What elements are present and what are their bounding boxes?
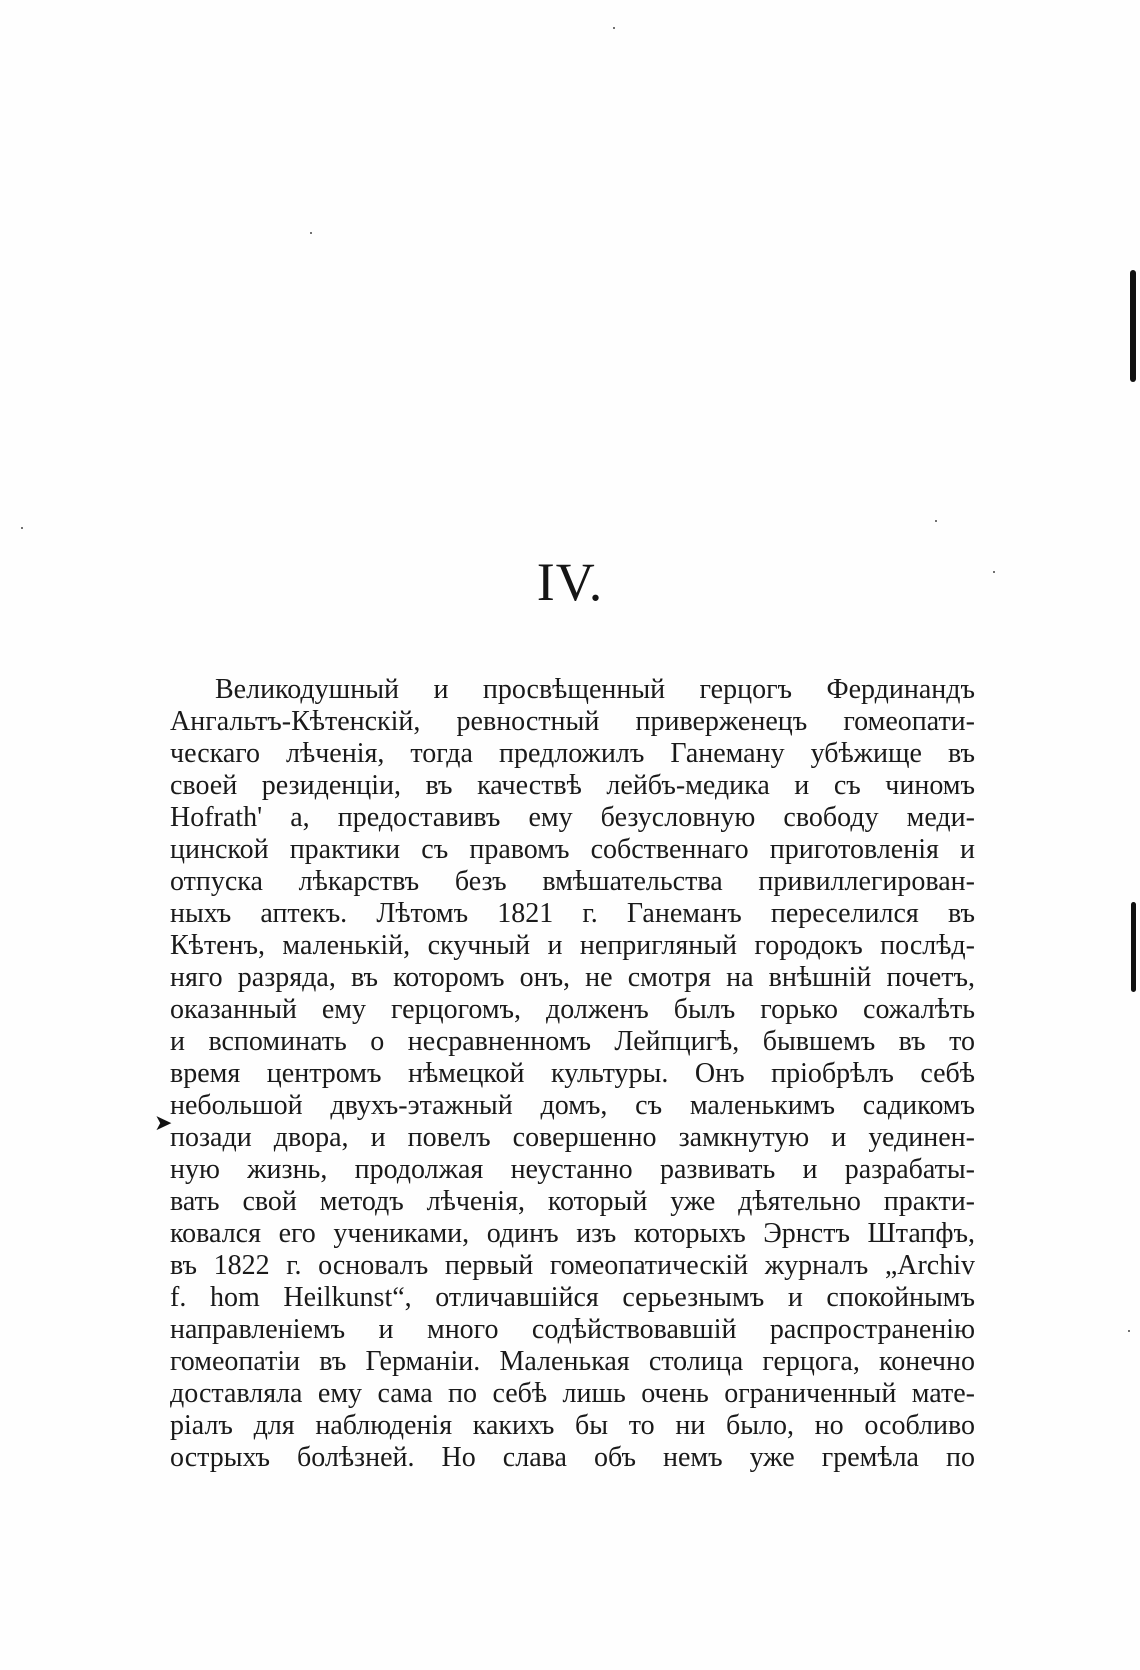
text-line: ковался его учениками, одинъ изъ которыхъ Эрнстъ Штапфъ, [170, 1218, 975, 1249]
text-line: острыхъ болѣзней. Но слава объ немъ уже гремѣла по [170, 1442, 975, 1473]
scan-edge-mark [1131, 902, 1136, 992]
text-line: цинской практики съ правомъ собственнаго приготовленія и [170, 834, 975, 865]
text-line: f. hom Heilkunst“, отличавшійся серьезнымъ и спокойнымъ [170, 1282, 975, 1313]
text-line: гомеопатіи въ Германіи. Маленькая столица герцога, конечно [170, 1346, 975, 1377]
text-line: отпуска лѣкарствъ безъ вмѣшательства привиллегирован- [170, 866, 975, 897]
paragraph [170, 674, 975, 1474]
handwritten-mark-icon: ➤ [154, 1111, 173, 1136]
text-line: няго разряда, въ которомъ онъ, не смотря на внѣшній почетъ, [170, 962, 975, 993]
scan-speck [1128, 1330, 1130, 1332]
text-line: Hofrath' а, предоставивъ ему безусловную свободу меди- [170, 802, 975, 833]
text-line: Великодушный и просвѣщенный герцогъ Фердинандъ [215, 674, 975, 705]
text-line: ныхъ аптекъ. Лѣтомъ 1821 г. Ганеманъ переселился въ [170, 898, 975, 929]
text-line: ную жизнь, продолжая неустанно развивать и разрабаты- [170, 1154, 975, 1185]
text-line: своей резиденціи, въ качествѣ лейбъ-медика и съ чиномъ [170, 770, 975, 801]
text-line: въ 1822 г. основалъ первый гомеопатическій журналъ „Archiv [170, 1250, 975, 1281]
text-line: ріалъ для наблюденія какихъ бы то ни было, но особливо [170, 1410, 975, 1441]
text-line: доставляла ему сама по себѣ лишь очень ограниченный мате- [170, 1378, 975, 1409]
scan-speck [21, 527, 23, 529]
text-line: позади двора, и повелъ совершенно замкнутую и уединен- [170, 1122, 975, 1153]
text-line: Кѣтенъ, маленькій, скучный и непригляный городокъ послѣд- [170, 930, 975, 961]
text-line: направленіемъ и много содѣйствовавшій распространенію [170, 1314, 975, 1345]
scan-edge-mark [1130, 270, 1136, 382]
scan-speck [935, 520, 937, 522]
text-line: и вспоминать о несравненномъ Лейпцигѣ, бывшемъ въ то [170, 1026, 975, 1057]
text-line: вать свой методъ лѣченія, который уже дѣятельно практи- [170, 1186, 975, 1217]
chapter-heading: IV. [536, 552, 604, 612]
text-line: ческаго лѣченія, тогда предложилъ Ганеману убѣжище въ [170, 738, 975, 769]
scan-speck [310, 232, 312, 234]
text-line: Ангальтъ-Кѣтенскій, ревностный приверженецъ гомеопати- [170, 706, 975, 737]
scan-speck [613, 27, 615, 29]
text-line: оказанный ему герцогомъ, долженъ былъ горько сожалѣть [170, 994, 975, 1025]
text-line: время центромъ нѣмецкой культуры. Онъ пріобрѣлъ себѣ [170, 1058, 975, 1089]
text-line: небольшой двухъ-этажный домъ, съ маленькимъ садикомъ [170, 1090, 975, 1121]
